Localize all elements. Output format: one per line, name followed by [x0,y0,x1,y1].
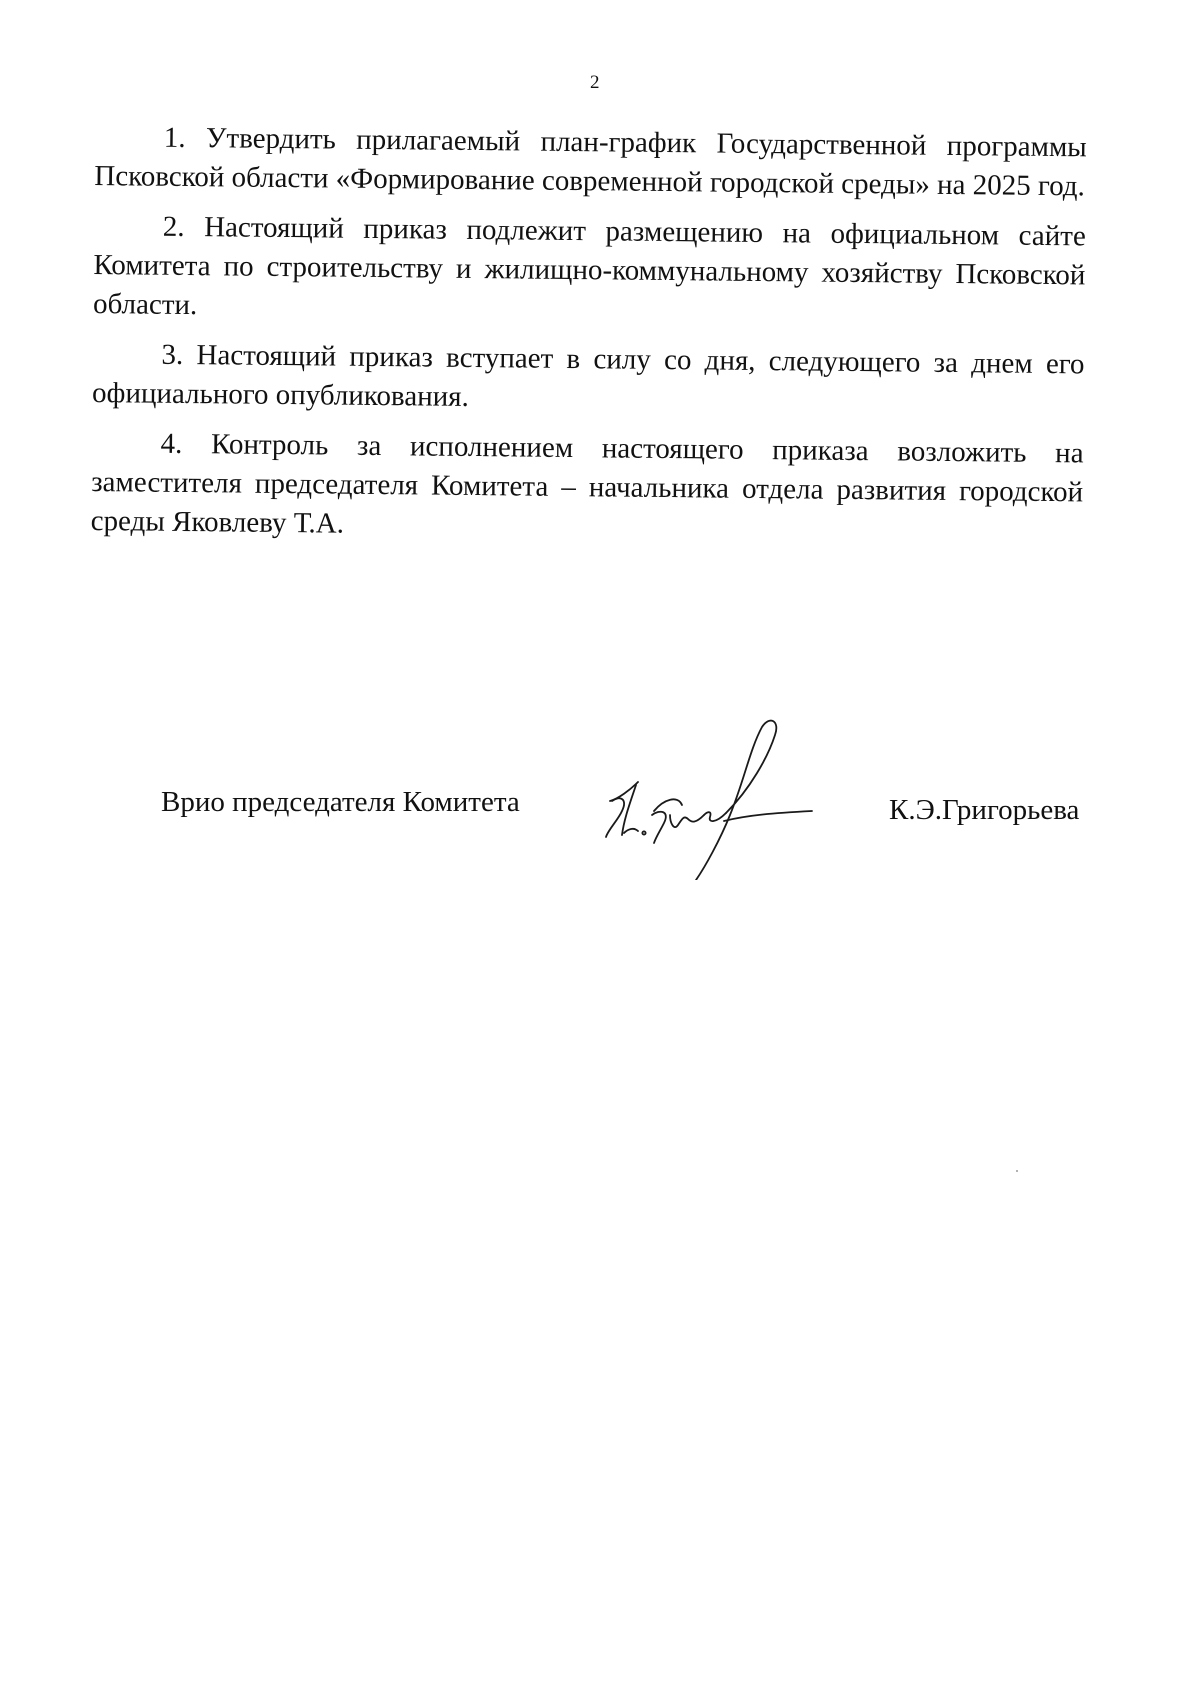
signatory-title: Врио председателя Комитета [161,786,520,818]
scan-speck [1016,1170,1018,1172]
order-item-2: 2. Настоящий приказ подлежит размещению на официальном сайте Комитета по строительству и жилищно-коммунальному хозяйству Псковской области. [92,210,1086,322]
order-item-1: 1. Утвердить прилагаемый план-график Государственной программы Псковской области «Формирование современной городской среды» на 2025 год. [94,121,1087,203]
order-item-4: 4. Контроль за исполнением настоящего приказа возложить на заместителя председателя Комитета – начальника отдела развития городской среды Яковлеву Т.А. [90,427,1084,540]
signatory-name: К.Э.Григорьева [889,794,1080,826]
order-item-3: 3. Настоящий приказ вступает в силу со дня, следующего за днем его официального опубликования. [91,338,1085,413]
page-number: 2 [590,72,600,93]
handwritten-signature-icon [600,715,840,880]
order-body [91,118,1087,551]
